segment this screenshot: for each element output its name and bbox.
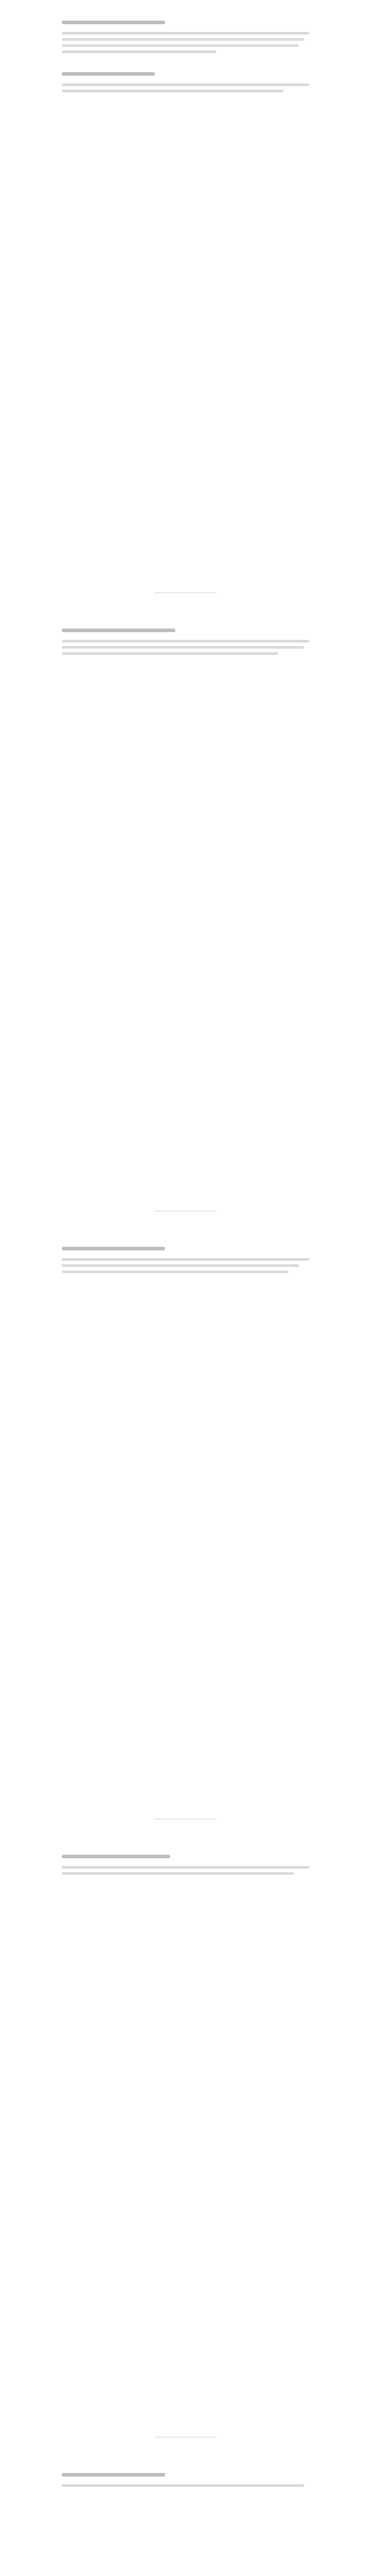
text-line (62, 32, 309, 35)
document-page-4 (0, 1834, 371, 2452)
text-line (62, 646, 304, 649)
document-page-5 (0, 2452, 371, 2576)
text-line (62, 1866, 309, 1869)
text-line (62, 44, 299, 47)
document-page-3 (0, 1226, 371, 1834)
text-line (62, 1270, 289, 1273)
text-line (62, 2484, 304, 2487)
section-heading (62, 72, 155, 76)
section-heading (62, 629, 175, 632)
text-line (62, 652, 278, 655)
text-line (62, 1264, 299, 1267)
text-line (62, 50, 216, 53)
text-line (62, 640, 309, 642)
text-line (62, 90, 283, 92)
section-heading (62, 1247, 165, 1250)
section-heading (62, 21, 165, 24)
text-line (62, 83, 309, 86)
text-line (62, 1258, 309, 1261)
page-separator (155, 592, 216, 593)
section-heading (62, 1855, 170, 1858)
section-heading (62, 2473, 165, 2477)
document-page-2 (0, 608, 371, 1226)
document-page-1 (0, 0, 371, 608)
text-line (62, 1872, 294, 1875)
text-line (62, 38, 304, 41)
